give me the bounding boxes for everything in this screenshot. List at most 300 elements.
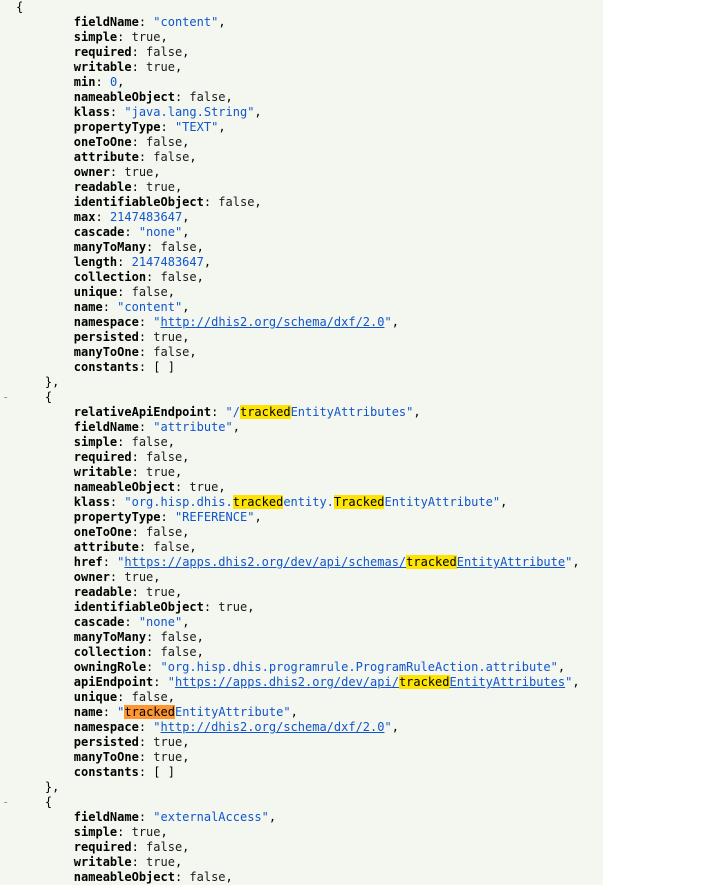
json-boolean: false <box>153 540 190 554</box>
fold-spacer <box>2 0 16 15</box>
json-boolean: false <box>153 345 190 359</box>
json-punctuation: : <box>146 645 161 659</box>
fold-spacer <box>2 780 16 795</box>
json-punctuation: : <box>131 180 147 194</box>
fold-spacer <box>2 615 16 630</box>
indent-spacer <box>16 495 74 509</box>
json-line <box>0 375 603 390</box>
indent-spacer <box>16 90 74 104</box>
fold-spacer <box>2 75 16 90</box>
json-line <box>0 480 603 495</box>
json-boolean: false <box>131 285 168 299</box>
json-string: EntityAttribute" <box>384 495 501 509</box>
json-punctuation: , <box>391 315 399 329</box>
json-boolean: false <box>131 435 168 449</box>
json-boolean: true <box>153 735 183 749</box>
json-line <box>0 600 603 615</box>
json-key: simple <box>73 30 118 44</box>
fold-spacer <box>2 420 16 435</box>
json-line <box>0 705 603 720</box>
json-string: "java.lang.String" <box>124 105 255 119</box>
json-punctuation: , <box>167 285 175 299</box>
json-number: 0 <box>109 75 118 89</box>
json-punctuation: : <box>146 630 161 644</box>
json-line <box>0 570 603 585</box>
json-line <box>0 795 603 810</box>
json-punctuation: , <box>182 735 190 749</box>
fold-spacer <box>2 675 16 690</box>
indent-spacer <box>16 870 74 884</box>
json-key: fieldName <box>73 810 139 824</box>
json-line <box>0 675 603 690</box>
json-key: fieldName <box>73 15 139 29</box>
json-boolean: true <box>124 570 154 584</box>
json-line <box>0 165 603 180</box>
json-key: writable <box>73 60 132 74</box>
json-punctuation: : <box>138 360 154 374</box>
json-link[interactable]: http://dhis2.org/schema/dxf/2.0 <box>160 720 385 734</box>
json-line <box>0 105 603 120</box>
indent-spacer <box>16 840 74 854</box>
json-key: identifiableObject <box>73 195 204 209</box>
indent-spacer <box>16 795 45 809</box>
json-punctuation: : <box>146 240 161 254</box>
json-punctuation: : <box>174 480 190 494</box>
json-link[interactable]: https://apps.dhis2.org/dev/api/ <box>174 675 399 689</box>
json-punctuation: , <box>153 570 161 584</box>
json-punctuation: , <box>189 345 197 359</box>
json-punctuation: : <box>131 855 147 869</box>
json-punctuation: , <box>572 675 580 689</box>
json-line <box>0 15 603 30</box>
fold-spacer <box>2 45 16 60</box>
json-boolean: false <box>189 870 226 884</box>
json-string: "org.hisp.dhis.programrule.ProgramRuleAction.attribute" <box>160 660 558 674</box>
json-string: "attribute" <box>153 420 233 434</box>
json-line <box>0 465 603 480</box>
fold-spacer <box>2 750 16 765</box>
indent-spacer <box>16 270 74 284</box>
fold-spacer <box>2 555 16 570</box>
json-line <box>0 720 603 735</box>
json-punctuation: , <box>182 615 190 629</box>
json-punctuation: , <box>182 45 190 59</box>
json-string: "TEXT" <box>174 120 219 134</box>
json-punctuation: , <box>196 630 204 644</box>
json-punctuation: : <box>131 525 147 539</box>
json-punctuation: , <box>182 135 190 149</box>
json-string: " <box>565 555 573 569</box>
indent-spacer <box>16 750 74 764</box>
fold-spacer <box>2 435 16 450</box>
fold-spacer <box>2 315 16 330</box>
json-key: manyToOne <box>73 750 139 764</box>
indent-spacer <box>16 15 74 29</box>
json-punctuation: , <box>391 720 399 734</box>
json-line <box>0 735 603 750</box>
json-punctuation: , <box>225 870 233 884</box>
json-punctuation: : <box>153 675 168 689</box>
fold-spacer <box>2 855 16 870</box>
fold-spacer <box>2 510 16 525</box>
fold-spacer <box>2 30 16 45</box>
json-punctuation: , <box>500 495 508 509</box>
indent-spacer <box>16 645 74 659</box>
json-punctuation: : <box>117 435 132 449</box>
fold-spacer <box>2 60 16 75</box>
json-boolean: false <box>218 195 255 209</box>
fold-spacer <box>2 240 16 255</box>
json-key: unique <box>73 690 118 704</box>
indent-spacer <box>16 30 74 44</box>
search-match-highlight[interactable]: Tracked <box>333 495 385 509</box>
json-punctuation: , <box>153 165 161 179</box>
json-line <box>0 195 603 210</box>
indent-spacer <box>16 45 74 59</box>
json-punctuation: : <box>131 135 147 149</box>
json-punctuation: : <box>131 465 147 479</box>
indent-spacer <box>16 255 74 269</box>
indent-spacer <box>16 810 74 824</box>
json-string: "externalAccess" <box>153 810 269 824</box>
json-punctuation: , <box>182 450 190 464</box>
json-string: " <box>153 720 161 734</box>
json-line <box>0 450 603 465</box>
json-punctuation: : <box>138 540 154 554</box>
json-boolean: true <box>153 330 183 344</box>
json-key: relativeApiEndpoint <box>73 405 212 419</box>
indent-spacer <box>16 765 74 779</box>
json-line <box>0 60 603 75</box>
json-string: "none" <box>138 225 183 239</box>
json-string: "/ <box>225 405 240 419</box>
json-line <box>0 390 603 405</box>
json-punctuation: , <box>174 585 183 599</box>
json-link[interactable]: EntityAttributes <box>449 675 566 689</box>
json-punctuation: , <box>182 750 190 764</box>
indent-spacer <box>16 660 74 674</box>
fold-spacer <box>2 255 16 270</box>
indent-spacer <box>16 105 74 119</box>
fold-toggle-icon[interactable]: - <box>2 795 10 809</box>
indent-spacer <box>16 540 74 554</box>
json-boolean: false <box>146 135 183 149</box>
json-punctuation: , <box>196 240 204 254</box>
indent-spacer <box>16 855 74 869</box>
json-boolean: false <box>160 630 197 644</box>
json-punctuation: : <box>138 720 154 734</box>
json-boolean: false <box>131 690 168 704</box>
json-key: fieldName <box>73 420 139 434</box>
json-punctuation: , <box>225 90 233 104</box>
fold-spacer <box>2 690 16 705</box>
json-number: 2147483647 <box>131 255 204 269</box>
json-punctuation: : <box>117 30 132 44</box>
json-brace: { <box>44 795 53 809</box>
json-brace: { <box>16 0 24 14</box>
json-line <box>0 780 603 795</box>
search-match-highlight[interactable]: tracked <box>406 555 457 569</box>
indent-spacer <box>16 735 74 749</box>
json-key: attribute <box>73 540 139 554</box>
fold-spacer <box>2 120 16 135</box>
json-link[interactable]: http://dhis2.org/schema/dxf/2.0 <box>160 315 385 329</box>
json-punctuation: , <box>182 840 190 854</box>
json-string: " <box>167 675 175 689</box>
json-key: attribute <box>73 150 139 164</box>
json-brace: { <box>44 390 53 404</box>
json-line <box>0 150 603 165</box>
json-key: constants <box>73 765 139 779</box>
json-string: "org.hisp.dhis. <box>124 495 233 509</box>
json-key: unique <box>73 285 118 299</box>
json-punctuation: : <box>146 270 161 284</box>
json-link[interactable]: EntityAttribute <box>456 555 566 569</box>
json-punctuation: , <box>174 855 183 869</box>
fold-spacer <box>2 570 16 585</box>
json-boolean: true <box>131 825 161 839</box>
json-punctuation: : <box>117 825 132 839</box>
fold-spacer <box>2 540 16 555</box>
json-punctuation: , <box>167 690 175 704</box>
search-match-highlight[interactable]: tracked <box>232 495 284 509</box>
json-key: nameableObject <box>73 90 175 104</box>
json-line <box>0 225 603 240</box>
json-punctuation: : <box>160 120 175 134</box>
indent-spacer <box>16 705 74 719</box>
json-line <box>0 615 603 630</box>
json-key: cascade <box>73 615 125 629</box>
json-key: name <box>73 300 103 314</box>
json-key: constants <box>73 360 139 374</box>
fold-spacer <box>2 300 16 315</box>
json-punctuation: , <box>182 525 190 539</box>
json-punctuation: : <box>109 105 125 119</box>
fold-spacer <box>2 480 16 495</box>
json-line <box>0 855 603 870</box>
json-key: cascade <box>73 225 125 239</box>
json-punctuation: : <box>102 555 118 569</box>
json-line <box>0 630 603 645</box>
json-key: oneToOne <box>73 525 132 539</box>
indent-spacer <box>16 615 74 629</box>
json-key: manyToMany <box>73 630 147 644</box>
json-key: namespace <box>73 315 139 329</box>
indent-spacer <box>16 180 74 194</box>
json-key: collection <box>73 270 147 284</box>
fold-spacer <box>2 345 16 360</box>
json-punctuation: , <box>557 660 566 674</box>
json-line <box>0 420 603 435</box>
json-line <box>0 180 603 195</box>
indent-spacer <box>16 135 74 149</box>
indent-spacer <box>16 60 74 74</box>
json-key: writable <box>73 855 132 869</box>
indent-spacer <box>16 210 74 224</box>
indent-spacer <box>16 195 74 209</box>
json-string: " <box>117 555 125 569</box>
search-match-current-highlight[interactable]: tracked <box>124 705 175 719</box>
json-key: max <box>73 210 96 224</box>
indent-spacer <box>16 510 74 524</box>
json-punctuation: , <box>167 435 175 449</box>
json-boolean: false <box>160 240 197 254</box>
json-punctuation: : <box>138 345 154 359</box>
indent-spacer <box>16 375 45 389</box>
fold-spacer <box>2 285 16 300</box>
json-punctuation: : <box>146 660 161 674</box>
indent-spacer <box>16 480 74 494</box>
json-boolean: false <box>146 840 183 854</box>
json-key: apiEndpoint <box>73 675 154 689</box>
json-line <box>0 45 603 60</box>
json-line <box>0 75 603 90</box>
json-key: writable <box>73 465 132 479</box>
indent-spacer <box>16 825 74 839</box>
json-punctuation: : <box>102 300 118 314</box>
indent-spacer <box>16 405 74 419</box>
indent-spacer <box>16 360 74 374</box>
json-string: " <box>153 315 161 329</box>
fold-spacer <box>2 465 16 480</box>
json-brace: }, <box>44 780 60 794</box>
json-boolean: true <box>146 585 175 599</box>
json-punctuation: , <box>218 480 226 494</box>
json-punctuation: , <box>196 270 204 284</box>
indent-spacer <box>16 570 74 584</box>
indent-spacer <box>16 315 74 329</box>
json-boolean: false <box>160 645 197 659</box>
json-boolean: true <box>124 165 154 179</box>
json-string: " <box>117 705 125 719</box>
json-punctuation: : <box>138 750 154 764</box>
json-line <box>0 255 603 270</box>
json-punctuation: : <box>174 90 190 104</box>
json-punctuation: : <box>203 600 219 614</box>
indent-spacer <box>16 675 74 689</box>
json-key: collection <box>73 645 147 659</box>
indent-spacer <box>16 225 74 239</box>
fold-spacer <box>2 705 16 720</box>
fold-spacer <box>2 360 16 375</box>
json-line <box>0 345 603 360</box>
json-boolean: false <box>153 150 190 164</box>
json-punctuation: , <box>182 330 190 344</box>
indent-spacer <box>16 75 74 89</box>
fold-spacer <box>2 150 16 165</box>
indent-spacer <box>16 720 74 734</box>
json-string: " <box>384 315 392 329</box>
json-string: "content" <box>117 300 183 314</box>
fold-spacer <box>2 90 16 105</box>
json-line <box>0 330 603 345</box>
fold-spacer <box>2 735 16 750</box>
fold-spacer <box>2 810 16 825</box>
json-line <box>0 270 603 285</box>
json-punctuation: , <box>254 510 262 524</box>
json-punctuation: , <box>203 255 212 269</box>
json-line <box>0 645 603 660</box>
json-line <box>0 525 603 540</box>
json-key: manyToOne <box>73 345 139 359</box>
json-boolean: true <box>146 855 175 869</box>
json-line <box>0 555 603 570</box>
json-punctuation: , <box>254 195 262 209</box>
json-boolean: true <box>131 30 161 44</box>
json-punctuation: , <box>218 15 226 29</box>
json-string: " <box>384 720 392 734</box>
json-punctuation: : <box>131 840 147 854</box>
json-key: required <box>73 840 132 854</box>
json-punctuation: , <box>160 30 168 44</box>
fold-spacer <box>2 840 16 855</box>
json-key: propertyType <box>73 510 161 524</box>
json-link[interactable]: https://apps.dhis2.org/dev/api/schemas/ <box>124 555 407 569</box>
json-string: entity. <box>283 495 334 509</box>
json-key: nameableObject <box>73 480 175 494</box>
json-punctuation: : <box>109 570 125 584</box>
json-key: required <box>73 45 132 59</box>
json-punctuation: : <box>138 420 154 434</box>
json-punctuation: : <box>124 615 139 629</box>
json-boolean: true <box>189 480 219 494</box>
json-punctuation: , <box>160 825 168 839</box>
indent-spacer <box>16 525 74 539</box>
json-key: namespace <box>73 720 139 734</box>
search-match-highlight[interactable]: tracked <box>398 675 450 689</box>
json-punctuation: : <box>95 75 110 89</box>
json-boolean: false <box>160 270 197 284</box>
indent-spacer <box>16 555 74 569</box>
json-punctuation: , <box>182 225 190 239</box>
indent-spacer <box>16 690 74 704</box>
fold-toggle-icon[interactable]: - <box>2 390 10 404</box>
json-punctuation: , <box>572 555 580 569</box>
json-punctuation: , <box>174 180 183 194</box>
json-punctuation: , <box>254 105 262 119</box>
fold-spacer <box>2 405 16 420</box>
json-punctuation: , <box>247 600 255 614</box>
indent-spacer <box>16 240 74 254</box>
json-line <box>0 30 603 45</box>
indent-spacer <box>16 285 74 299</box>
fold-spacer <box>2 495 16 510</box>
fold-spacer <box>2 180 16 195</box>
indent-spacer <box>16 600 74 614</box>
json-punctuation: , <box>189 150 197 164</box>
json-punctuation: : <box>117 285 132 299</box>
json-punctuation: : <box>138 735 154 749</box>
json-punctuation: : <box>109 495 125 509</box>
json-line <box>0 585 603 600</box>
json-line <box>0 315 603 330</box>
json-line <box>0 120 603 135</box>
fold-spacer <box>2 105 16 120</box>
json-punctuation: , <box>189 540 197 554</box>
json-line <box>0 360 603 375</box>
json-key: owner <box>73 570 110 584</box>
json-punctuation: : <box>203 195 219 209</box>
fold-spacer <box>2 15 16 30</box>
fold-spacer <box>2 630 16 645</box>
json-key: required <box>73 450 132 464</box>
json-string: "REFERENCE" <box>174 510 255 524</box>
fold-spacer <box>2 135 16 150</box>
json-line <box>0 240 603 255</box>
search-match-highlight[interactable]: tracked <box>239 405 291 419</box>
json-punctuation: : <box>131 60 147 74</box>
json-key: klass <box>73 105 110 119</box>
